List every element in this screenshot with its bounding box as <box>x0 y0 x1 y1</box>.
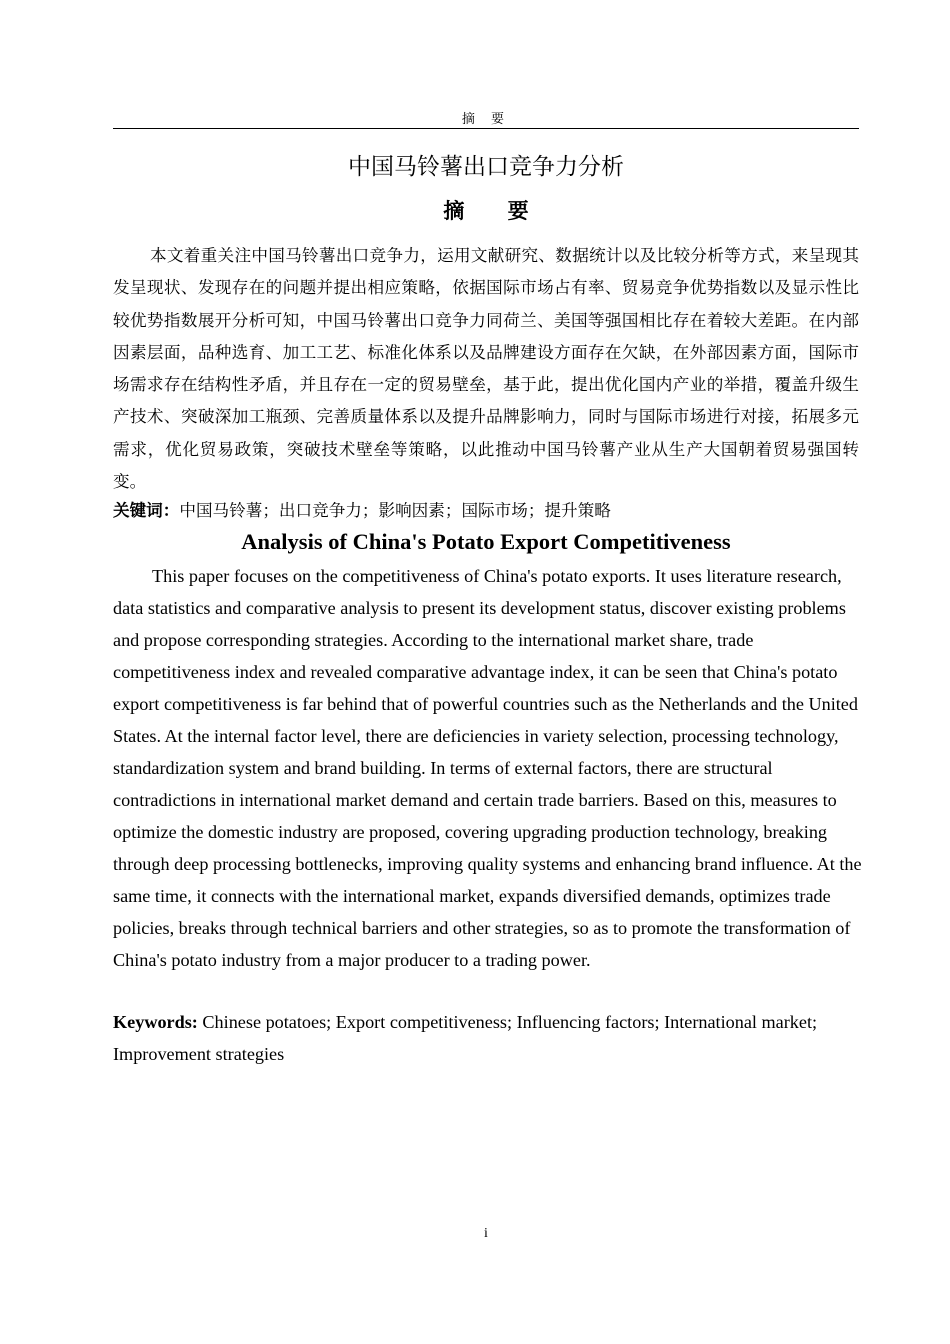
chinese-keywords-text: 中国马铃薯；出口竞争力；影响因素；国际市场；提升策略 <box>179 501 611 520</box>
chinese-keywords-label: 关键词： <box>113 501 180 520</box>
chinese-keywords <box>113 495 873 527</box>
running-header: 摘 要 <box>461 112 511 127</box>
header-rule <box>113 128 859 129</box>
chinese-abstract-body: 本文着重关注中国马铃薯出口竞争力，运用文献研究、数据统计以及比较分析等方式，来呈现其发呈现状、发现存在的问题并提出相应策略，依据国际市场占有率、贸易竞争优势指数以及显示性比较优势指数展开分析可知，中国马铃薯出口竞争力同荷兰、美国等强国相比存在着较大差距。在内部因素层面，品种选育、加工工艺、标准化体系以及品牌建设方面存在欠缺，在外部因素方面，国际市场需求存在结构性矛盾，并且存在一定的贸易壁垒，基于此，提出优化国内产业的举措，覆盖升级生产技术、突破深加工瓶颈、完善质量体系以及提升品牌影响力，同时与国际市场进行对接，拓展多元需求，优化贸易政策，突破技术壁垒等策略，以此推动中国马铃薯产业从生产大国朝着贸易强国转变。 <box>113 246 859 492</box>
english-title: Analysis of China's Potato Export Competitiveness <box>241 529 731 554</box>
page-number: i <box>484 1226 488 1241</box>
chinese-abstract-heading: 摘 要 <box>443 199 547 223</box>
english-keywords <box>113 1006 863 1070</box>
english-abstract-body: This paper focuses on the competitiveness of China's potato exports. It uses literature research, data statistics and comparative analysis to present its development status, discover existing problems and propose corresponding strategies. According to the international market share, trade competitiveness index and revealed comparative advantage index, it can be seen that China's potato export competitiveness is far behind that of powerful countries such as the Netherlands and the United States. At the internal factor level, there are deficiencies in variety selection, processing technology, standardization system and brand building. In terms of external factors, there are structural contradictions in international market demand and certain trade barriers. Based on this, measures to optimize the domestic industry are proposed, covering upgrading production technology, breaking through deep processing bottlenecks, improving quality systems and enhancing brand influence. At the same time, it connects with the international market, expands diversified demands, optimizes trade policies, breaks through technical barriers and other strategies, so as to promote the transformation of China's potato industry from a major producer to a trading power. <box>113 566 862 970</box>
english-keywords-text: Chinese potatoes; Export competitiveness; Influencing factors; International market; Improvement strategies <box>113 1012 818 1064</box>
chinese-title: 中国马铃薯出口竞争力分析 <box>348 154 624 180</box>
english-keywords-label: Keywords: <box>113 1012 198 1032</box>
